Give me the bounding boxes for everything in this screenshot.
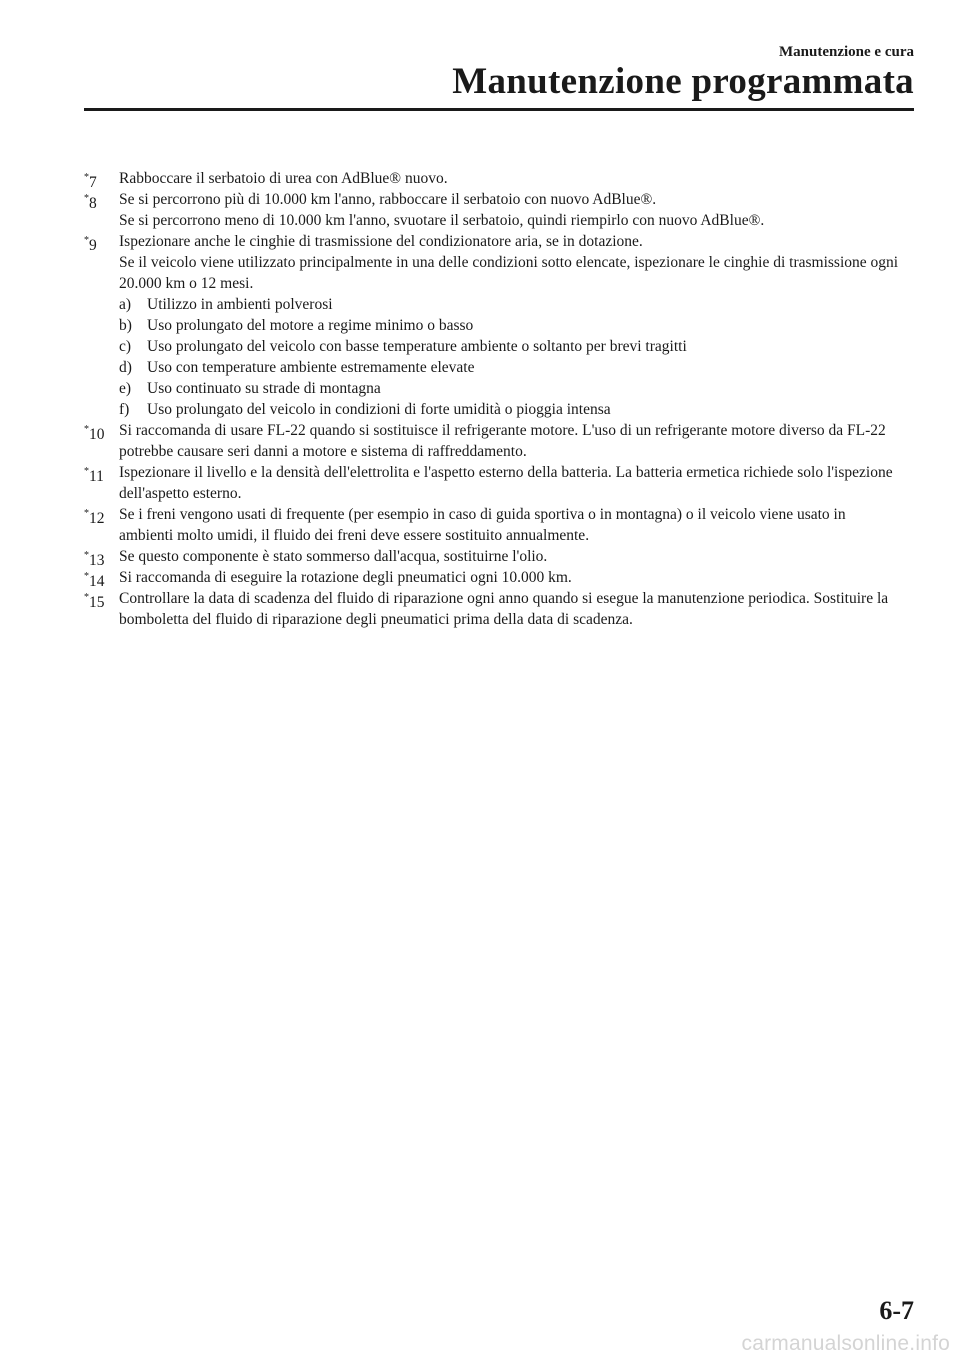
- header-section-title: Manutenzione e cura: [779, 44, 914, 60]
- header-rule: [84, 108, 914, 111]
- footnote-list: [84, 168, 900, 630]
- condition-text: Uso continuato su strade di montagna: [147, 380, 381, 397]
- condition-item: [119, 315, 900, 336]
- page-number: 6-7: [879, 1296, 914, 1325]
- footnote-number: [84, 189, 97, 214]
- condition-item: [119, 294, 900, 315]
- footnote-item: [84, 504, 900, 546]
- footnote-text: Se si percorrono più di 10.000 km l'anno, rabboccare il serbatoio con nuovo AdBlue®.: [119, 191, 657, 208]
- footnote-marker: *: [84, 235, 89, 246]
- condition-label: b): [119, 317, 132, 334]
- footnote-item: [84, 567, 900, 591]
- condition-label: a): [119, 296, 132, 313]
- condition-text: Utilizzo in ambienti polverosi: [147, 296, 333, 313]
- footnote-text: Si raccomanda di eseguire la rotazione degli pneumatici ogni 10.000 km.: [119, 569, 572, 586]
- footnote-number-value: 13: [89, 552, 105, 570]
- footnote-marker: *: [84, 550, 89, 561]
- condition-item: [119, 336, 900, 357]
- footnote-number-value: 7: [89, 174, 97, 192]
- footnote-marker: *: [84, 466, 89, 477]
- footnote-item: [84, 546, 900, 570]
- footnote-text: Ispezionare il livello e la densità dell'elettrolita e l'aspetto esterno della batteria. La batteria ermetica richiede solo l'ispezione dell'aspetto esterno.: [119, 464, 893, 502]
- condition-label: e): [119, 380, 132, 397]
- footnote-text: Ispezionare anche le cinghie di trasmissione del condizionatore aria, se in dotazione.: [119, 233, 643, 250]
- footnote-marker: *: [84, 508, 89, 519]
- footnote-number: [84, 504, 105, 529]
- condition-text: Uso con temperature ambiente estremamente elevate: [147, 359, 475, 376]
- footnote-text: Si raccomanda di usare FL-22 quando si sostituisce il refrigerante motore. L'uso di un refrigerante motore diverso da FL-22 potrebbe causare seri danni a motore e sistema di raffreddamento.: [119, 422, 886, 460]
- condition-label: c): [119, 338, 132, 355]
- footnote-text: Se questo componente è stato sommerso dall'acqua, sostituirne l'olio.: [119, 548, 548, 565]
- footnote-marker: *: [84, 193, 89, 204]
- footnote-marker: *: [84, 172, 89, 183]
- page-title: Manutenzione programmata: [452, 61, 914, 102]
- condition-text: Uso prolungato del motore a regime minimo o basso: [147, 317, 474, 334]
- footnote-number-value: 10: [89, 426, 105, 444]
- footnote-number: [84, 420, 105, 445]
- footnote-marker: *: [84, 424, 89, 435]
- footnote-number-value: 9: [89, 237, 97, 255]
- footnote-number-value: 11: [89, 468, 104, 486]
- footnote-number-value: 12: [89, 510, 105, 528]
- footnote-number-value: 14: [89, 573, 105, 591]
- footnote-item: [84, 168, 900, 192]
- footnote-number: [84, 462, 104, 487]
- footnote-item: [84, 588, 900, 630]
- footnote-item: [84, 231, 900, 420]
- footnote-number: [84, 588, 105, 613]
- footnote-item: [84, 189, 900, 231]
- footnote-item: [84, 462, 900, 504]
- condition-label: d): [119, 359, 132, 376]
- condition-item: [119, 378, 900, 399]
- condition-item: [119, 399, 900, 420]
- condition-text: Uso prolungato del veicolo con basse temperature ambiente o soltanto per brevi tragitti: [147, 338, 687, 355]
- footnote-number: [84, 231, 97, 256]
- condition-text: Uso prolungato del veicolo in condizioni di forte umidità o pioggia intensa: [147, 401, 611, 418]
- condition-item: [119, 357, 900, 378]
- footnote-text: Se il veicolo viene utilizzato principalmente in una delle condizioni sotto elencate, ispezionare le cinghie di trasmissione ogni 20.000 km o 12 mesi.: [119, 254, 899, 292]
- footnote-text: Rabboccare il serbatoio di urea con AdBlue® nuovo.: [119, 170, 448, 187]
- footnote-number-value: 8: [89, 195, 97, 213]
- footnote-number-value: 15: [89, 594, 105, 612]
- footnote-marker: *: [84, 592, 89, 603]
- footnote-marker: *: [84, 571, 89, 582]
- condition-list: [119, 294, 900, 420]
- footnote-item: [84, 420, 900, 462]
- watermark-text: carmanualsonline.info: [741, 1332, 950, 1355]
- footnote-text: Controllare la data di scadenza del fluido di riparazione ogni anno quando si esegue la manutenzione periodica. Sostituire la bomboletta del fluido di riparazione degli pneumatici prima della data di scadenza.: [119, 590, 889, 628]
- footnote-text: Se si percorrono meno di 10.000 km l'anno, svuotare il serbatoio, quindi riempirlo con nuovo AdBlue®.: [119, 212, 765, 229]
- condition-label: f): [119, 401, 130, 418]
- footnote-text: Se i freni vengono usati di frequente (per esempio in caso di guida sportiva o in montagna) o il veicolo viene usato in ambienti molto umidi, il fluido dei freni deve essere sostituito annualmente.: [119, 506, 846, 544]
